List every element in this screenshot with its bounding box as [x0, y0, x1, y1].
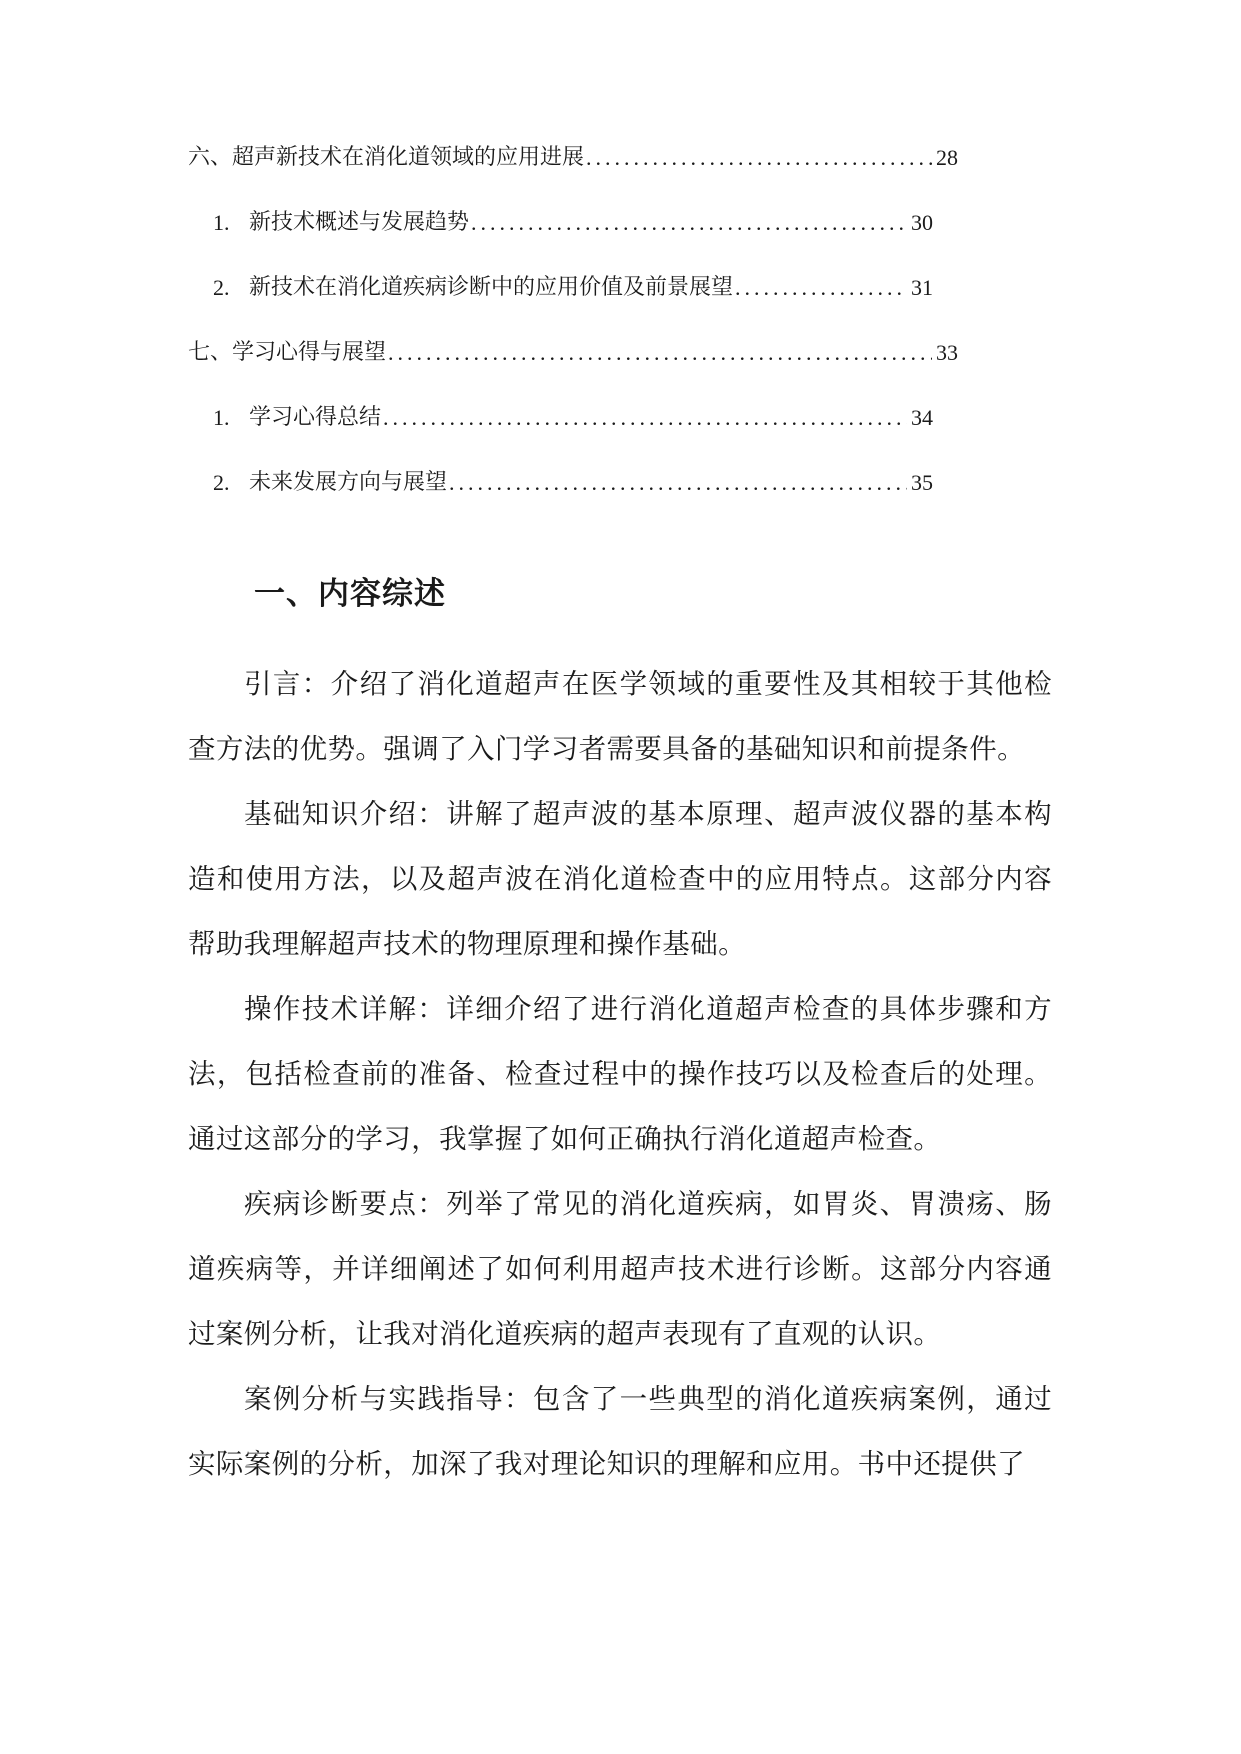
- toc-entry-page: 28: [936, 145, 958, 170]
- toc-entry[interactable]: [188, 273, 933, 338]
- section-body: [188, 652, 1052, 1497]
- toc-entry-title: 七、学习心得与展望: [188, 340, 387, 365]
- toc-entry[interactable]: [188, 208, 933, 273]
- toc-entry-page: 30: [911, 210, 933, 235]
- toc-entry-number: 2.: [213, 275, 230, 300]
- toc-entry[interactable]: [188, 338, 958, 403]
- toc-leader-dots: [735, 273, 907, 303]
- toc-entry-title: 六、超声新技术在消化道领域的应用进展: [188, 145, 585, 170]
- body-paragraph: 疾病诊断要点：列举了常见的消化道疾病，如胃炎、胃溃疡、肠道疾病等，并详细阐述了如何利用超声技术进行诊断。这部分内容通过案例分析，让我对消化道疾病的超声表现有了直观的认识。: [188, 1188, 1052, 1350]
- body-paragraph: 操作技术详解：详细介绍了进行消化道超声检查的具体步骤和方法，包括检查前的准备、检查过程中的操作技巧以及检查后的处理。通过这部分的学习，我掌握了如何正确执行消化道超声检查。: [188, 993, 1052, 1155]
- toc-entry-number: 2.: [213, 470, 230, 495]
- toc-entry-number: 1.: [213, 405, 230, 430]
- toc-leader-dots: [471, 208, 907, 238]
- body-paragraph: 案例分析与实践指导：包含了一些典型的消化道疾病案例，通过实际案例的分析，加深了我对理论知识的理解和应用。书中还提供了: [188, 1383, 1052, 1480]
- toc-leader-dots: [388, 338, 932, 368]
- body-paragraph: 引言：介绍了消化道超声在医学领域的重要性及其相较于其他检查方法的优势。强调了入门学习者需要具备的基础知识和前提条件。: [188, 668, 1052, 765]
- toc-leader-dots: [586, 143, 932, 173]
- toc-entry-title: 新技术概述与发展趋势: [249, 210, 470, 235]
- body-paragraph: 基础知识介绍：讲解了超声波的基本原理、超声波仪器的基本构造和使用方法，以及超声波在消化道检查中的应用特点。这部分内容帮助我理解超声技术的物理原理和操作基础。: [188, 798, 1052, 960]
- toc-entry-number: 1.: [213, 210, 230, 235]
- toc-entry-title: 未来发展方向与展望: [249, 470, 448, 495]
- toc-entry-page: 34: [911, 405, 933, 430]
- toc-entry-title: 新技术在消化道疾病诊断中的应用价值及前景展望: [249, 275, 734, 300]
- toc-entry-page: 35: [911, 470, 933, 495]
- section-heading: 一、内容综述: [254, 576, 446, 612]
- table-of-contents: [188, 143, 958, 533]
- toc-leader-dots: [383, 403, 907, 433]
- toc-entry-page: 33: [936, 340, 958, 365]
- toc-entry[interactable]: [188, 403, 933, 468]
- toc-entry[interactable]: [188, 143, 958, 208]
- toc-entry[interactable]: [188, 468, 933, 533]
- toc-entry-title: 学习心得总结: [249, 405, 382, 430]
- toc-leader-dots: [449, 468, 907, 498]
- toc-entry-page: 31: [911, 275, 933, 300]
